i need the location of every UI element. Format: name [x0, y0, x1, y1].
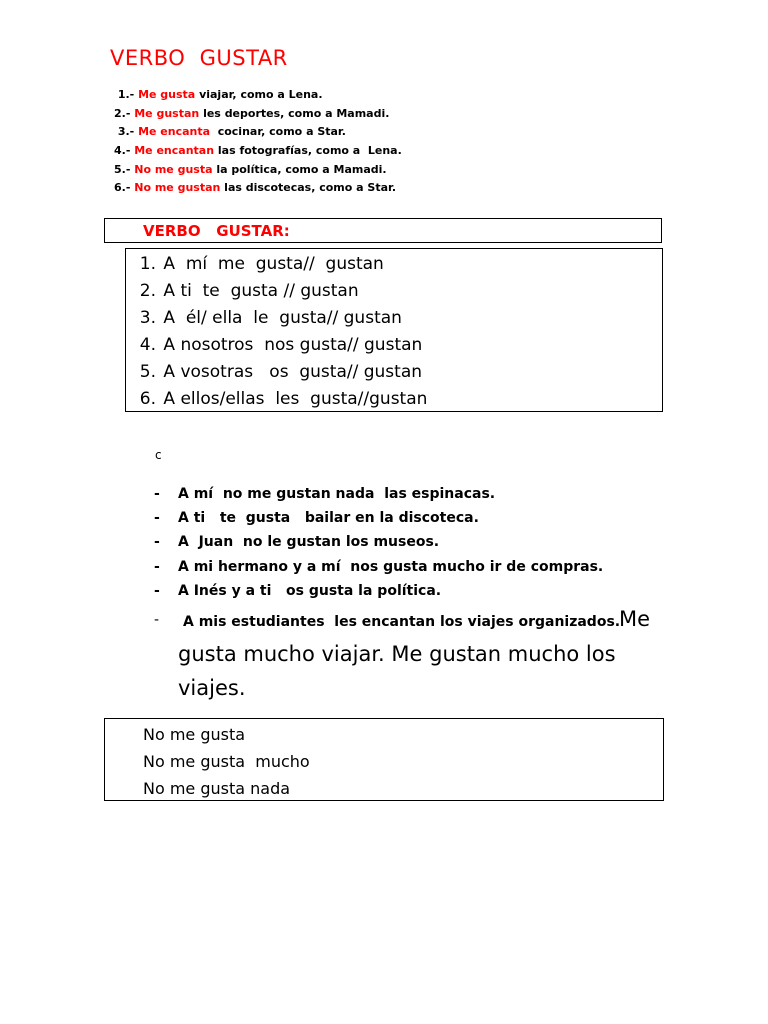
conjugation-row: 1. A mí me gusta// gustan: [139, 254, 384, 274]
intro-item: 2.- Me gustan les deportes, como a Mamadi.: [114, 106, 390, 120]
conjugation-title: VERBO GUSTAR:: [143, 222, 290, 240]
intro-list: [114, 86, 402, 198]
example-item: - A ti te gusta bailar en la discoteca.: [154, 510, 479, 527]
negation-row: No me gusta mucho: [143, 752, 310, 771]
example-item: - A mi hermano y a mí nos gusta mucho ir de compras.: [154, 558, 604, 575]
page-title: VERBO GUSTAR: [110, 46, 288, 70]
example-item: - A Juan no le gustan los museos.: [154, 534, 440, 551]
examples-list: [154, 482, 603, 603]
large-example-text: Me gusta mucho viajar. Me gustan mucho los viajes.: [178, 607, 651, 700]
intro-item: 4.- Me encantan las fotografías, como a Lena.: [114, 144, 402, 158]
conjugation-row: 5. A vosotras os gusta// gustan: [139, 362, 423, 382]
conjugation-box: [125, 248, 663, 412]
example-6-text: A mis estudiantes les encantan los viajes organizados.: [183, 614, 621, 630]
negation-row: No me gusta: [143, 725, 246, 744]
example-item: - A Inés y a ti os gusta la política.: [154, 582, 442, 599]
conjugation-row: 6. A ellos/ellas les gusta//gustan: [139, 389, 428, 409]
intro-item: 5.- No me gusta la política, como a Mamadi.: [114, 162, 387, 176]
conjugation-row: 2. A ti te gusta // gustan: [139, 281, 359, 301]
intro-item: 3.- Me encanta cocinar, como a Star.: [114, 125, 346, 139]
conjugation-title-box: [104, 218, 662, 243]
negation-row: No me gusta nada: [143, 779, 291, 798]
negation-box: [104, 718, 664, 801]
conjugation-row: 4. A nosotros nos gusta// gustan: [139, 335, 423, 355]
conjugation-row: 3. A él/ ella le gusta// gustan: [139, 308, 402, 328]
intro-item: 1.- Me gusta viajar, como a Lena.: [114, 88, 323, 101]
stray-letter: c: [155, 448, 162, 462]
intro-item: 6.- No me gustan las discotecas, como a Star.: [114, 181, 397, 195]
example-item: - A mí no me gustan nada las espinacas.: [154, 486, 496, 502]
